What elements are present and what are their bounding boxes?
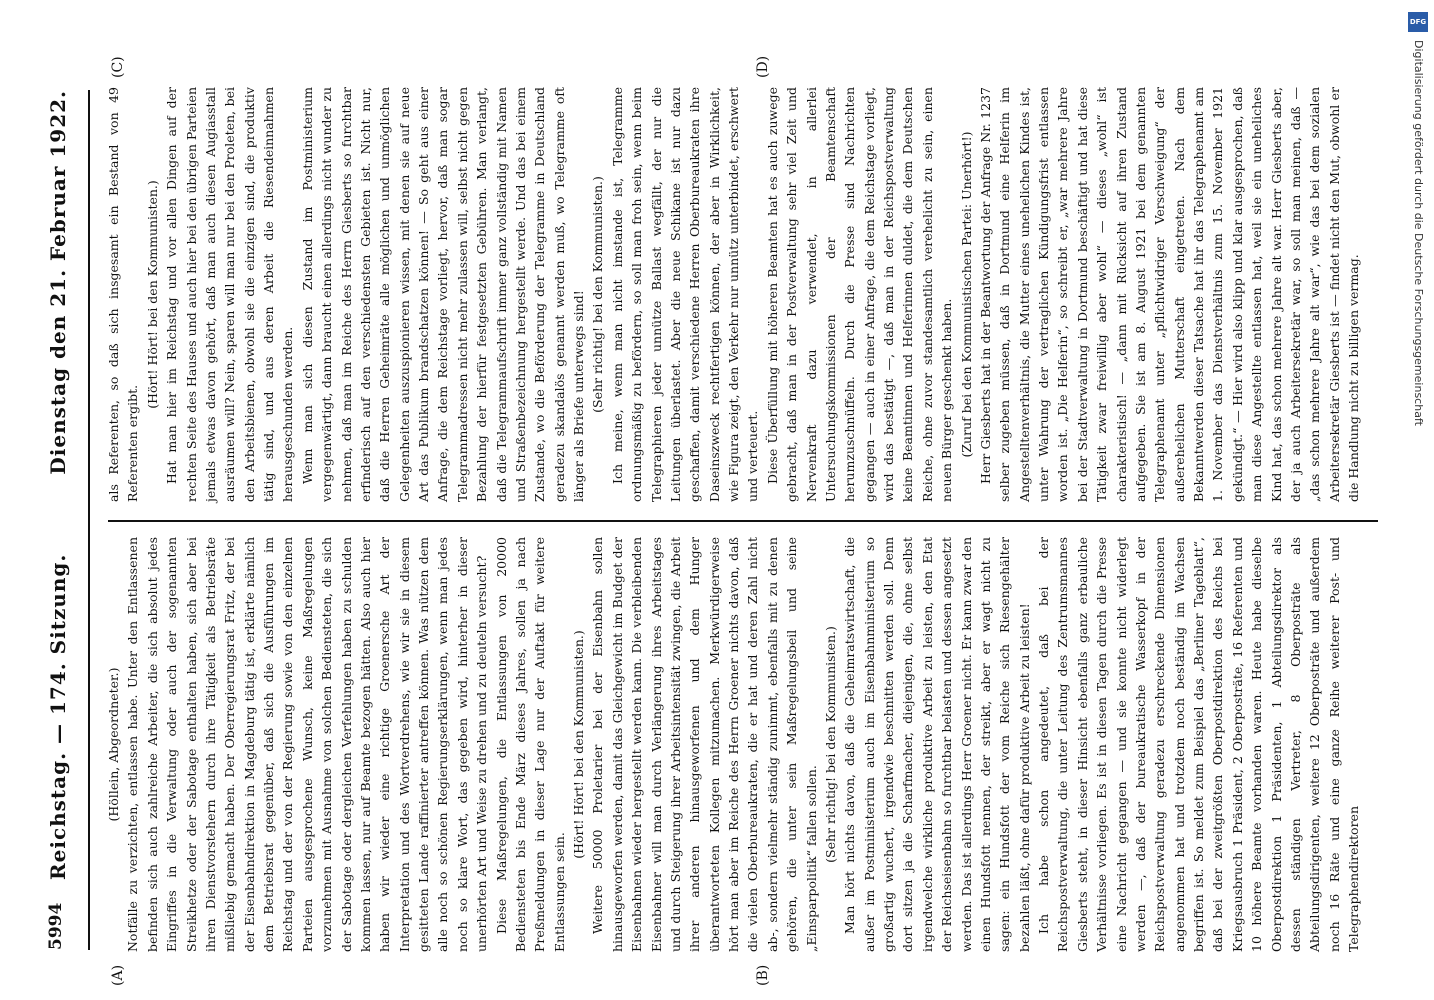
rotated-document-page [20,50,1400,990]
margin-marker-c: (C) [110,56,126,78]
digitization-sidebar [1406,10,1430,990]
interjection: (Hört! Hört! bei den Kommunisten.) [571,630,586,859]
paragraph: als Referenten, so daß sich insgesamt ein Bestand von 49 Referenten ergibt. [106,87,141,502]
paragraph: Ich habe schon angedeutet, daß bei der Reichspostverwaltung, die unter Leitung des Zentrumsmannes Giesberts steht, in dieser Hinsicht ebenfalls ganz erbauliche Verhältnisse vorliegen. Es ist in diesen Tagen durch die Presse eine Nachricht gegangen — und sie konnte nicht widerlegt werden —, daß der bureaukratische Wasserkopf in der Reichspostverwaltung geradezu erschreckende Dimensionen angenommen hat und trotzdem noch beständig im Wachsen begriffen ist. So meldet zum Beispiel das „Berliner Tageblatt“, daß bei der zweitgrößten Oberpostdirektion des Reichs bei Kriegsausbruch 1 Präsident, 2 Oberposträte, 16 Referenten und 10 höhere Beamte vorhanden waren. Heute habe dieselbe Oberpostdirektion 1 Präsidenten, 1 Abteilungsdirektor als dessen ständigen Vertreter, 8 Oberposträte als Abteilungsdirigenten, weitere 12 Oberposträte und außerdem noch 16 Räte und eine ganze Reihe weiterer Post- und Telegraphendirektoren [1036,537,1361,952]
page-header [28,90,90,950]
margin-marker-d: (D) [755,55,771,78]
paragraph: Herr Giesberts hat in der Beantwortung der Anfrage Nr. 1237 selber zugeben müssen, daß in Dortmund eine Helferin im Angestelltenverhältnis, die Mutter eines unehelichen Kindes ist, unter Wahrung der vertraglichen Kündigungsfrist entlassen worden ist. „Die Helferin“, so schreibt er, „war mehrere Jahre bei der Stadtverwaltung in Dortmund beschäftigt und hat diese Tätigkeit zwar freiwillig aber wohl“ — dieses „wohl“ ist charakteristisch! — „dann mit Rücksicht auf ihren Zustand aufgegeben. Sie ist am 8. August 1921 bei dem genannten Telegraphenamt unter „pflichtwidriger Verschweigung“ der außerehelichen Mutterschaft eingetreten. Nach dem Bekanntwerden dieser Tatsache hat ihr das Telegraphenamt am 1. November das Dienstverhältnis zum 15. November 1921 gekündigt.“ — Hier wird also klipp und klar ausgesprochen, daß man diese Angestellte entlassen hat, weil sie ein uneheliches Kind hat, das schon mehrere Jahre alt war. Herr Giesberts aber, der ja auch Arbeitersekretär war, so soll man meinen, daß — „das schon mehrere Jahre alt war“, wie das bei dem sozialen Arbeitersekretär Giesberts ist — findet nicht den Mut, obwohl er die Handlung nicht zu billigen vermag. [977,87,1361,502]
paragraph: Notfälle zu verzichten, entlassen habe. Unter den Entlassenen befinden sich auch zahlreiche Arbeiter, die sich absolut jedes Eingriffes in die Verwaltung oder auch der sogenannten Streikhetze oder der Sabotage enthalten haben, sich aber bei ihren Dienstvorstehern durch ihre Tätigkeit als Betriebsräte mißliebig gemacht haben. Der Oberregierungsrat Fritz, der bei der Eisenbahndirektion in Magdeburg tätig ist, erklärte nämlich dem Betriebsrat gegenüber, daß sich die Ausführungen im Reichstag und der von der Regierung sowie von den einzelnen Parteien ausgesprochene Wunsch, keine Maßregelungen vorzunehmen mit Ausnahme von solchen Bediensteten, die sich der Sabotage oder dergleichen Verfehlungen haben zu schulden kommen lassen, nur auf Beamte bezogen hätten. Also auch hier haben wir wieder eine richtige Groenersche Art der Interpretation und des Wortverdrehens, wie wir sie in diesem gesitteten Lande raffinierter antreffen können. Was nützen dem alle noch so schönen Regierungserklärungen, wenn man jedes noch so klare Wort, das gegeben wird, hinterher in dieser unerhörten Art und Weise zu drehen und zu deuteln versucht? [125,537,490,952]
right-text-column [104,87,1363,502]
speaker-line: (Höllein, Abgeordneter.) [106,667,121,822]
funding-note: Digitalisierung gefördert durch die Deutsche Forschungsgemeinschaft [1412,40,1425,426]
interjection: (Sehr richtig! bei den Kommunisten.) [590,176,606,413]
margin-marker-b: (B) [755,964,771,986]
paragraph: Man hört nichts davon, daß die Geheimratswirtschaft, die außer im Postministerium auch im Eisenbahnministerium so großartig wuchert, irgendwie beschnitten werden soll. Denn dort sitzen ja die Scharfmacher, diejenigen, die, ohne selbst irgendwelche wirkliche produktive Arbeit zu leisten, den Etat der Reichseisenbahn so furchtbar belasten und dessen angesetzt werden. Das ist allerdings Herr Groener nicht. Er kann zwar den einen Hundsfott nennen, der streikt, aber er wagt nicht zu sagen: ein Hundsfott der vom Reiche sich Riesengehälter bezahlen läßt, ohne dafür produktive Arbeit zu leisten! [842,537,1032,952]
header-session-title: Reichstag. — 174. Sitzung. [46,553,70,880]
column-divider [108,521,1378,523]
interjection: (Sehr richtig! bei den Kommunisten.) [822,626,838,863]
left-text-column [104,537,1363,952]
page-number: 5994 [46,902,66,950]
interjection: (Hört! Hört! bei den Kommunisten.) [144,180,160,409]
paragraph: Diese Maßregelungen, die Entlassungen von 20000 Bediensteten bis Ende März dieses Jahres, sollen ja nach Preßmeldungen in dieser Lage nur der Auftakt für weitere Entlassungen sein. [493,537,567,952]
header-date: Dienstag den 21. Februar 1922. [46,90,70,475]
dfg-logo-icon: DFG [1408,12,1428,32]
paragraph: Weitere 50000 Proletarier bei der Eisenbahn sollen hinausgeworfen werden, damit das Gleichgewicht im Budget der Eisenbahnen wieder hergestellt werden kann. Die verbleibenden Eisenbahner will man durch Verlängerung ihres Arbeitstages und durch Steigerung ihrer Arbeitsintensität zwingen, die Arbeit ihrer anderen hinausgeworfenen und dem Hunger überantworteten Kollegen mitzumachen. Merkwürdigerweise hört man aber im Reiche des Herrn Groener nichts davon, daß die vielen Oberbureaukraten, die er hat und deren Zahl nicht ab-, sondern vielmehr ständig zunimmt, ebenfalls mit zu denen gehören, die unter sein Maßregelungsbeil und seine „Einsparpolitik“ fallen sollen. [590,537,819,952]
paragraph: Hat man hier im Reichstag und vor allen Dingen auf der rechten Seite des Hauses und auch hier bei den übrigen Parteien jemals etwas davon gehört, daß man auch diesen Augiasstall ausräumen will? Nein, sparen will man nur bei den Proleten, bei den Arbeitsbienen, obwohl sie die einzigen sind, die produktiv tätig sind, und aus deren Arbeit die Riesendeinnahmen herausgeschunden werden. [164,87,296,502]
paragraph: Wenn man sich diesen Zustand im Postministerium vergegenwärtigt, dann braucht einen allerdings nicht wunder zu nehmen, daß man im Reiche des Herrn Giesberts so furchtbar erfinderisch auf den verschiedensten Gebieten ist. Nicht nur, daß die Herren Geheimräte alle möglichen und unmöglichen Gelegenheiten auszuspionieren wissen, mit denen sie auf neue Art das Publikum brandschatzen können! — So geht aus einer Anfrage, die dem Reichstage vorliegt, hervor, daß man sogar Telegrammadressen nicht mehr zulassen will, selbst nicht gegen Bezahlung der hierfür festgesetzten Gebühren. Man verlangt, daß die Telegrammaufschrift immer ganz vollständig mit Namen und Straßenbezeichnung hergestellt werde. Und das bei einem Zustande, wo die Beförderung der Telegramme in Deutschland geradezu skandalös genannt werden muß, wo Telegramme oft länger als Briefe unterwegs sind! [299,87,586,502]
interjection: (Zuruf bei den Kommunistischen Partei: Unerhört!) [958,131,974,458]
paragraph: Diese Überfüllung mit höheren Beamten hat es auch zuwege gebracht, daß man in der Postverwaltung sehr viel Zeit und Nervenkraft dazu verwendet, in allerlei Untersuchungskommissionen der Beamtenschaft herumzuschnüffeln. Durch die Presse sind Nachrichten gegangen — auch in einer Anfrage, die dem Reichstage vorliegt, wird das bestätigt —, daß man in der Reichspostverwaltung keine Beamtinnen und Helferinnen duldet, die dem Deutschen Reiche, ohne zuvor standesamtlich verehelicht zu sein, einen neuen Bürger geschenkt haben. [764,87,955,502]
paragraph: Ich meine, wenn man nicht imstande ist, Telegramme ordnungsmäßig zu befördern, so soll man froh sein, wenn beim Telegraphieren jeder unnütze Ballast wegfällt, der nur die Leitungen überlastet. Aber die neue Schikane ist nur dazu geschaffen, damit verschiedene Herren Oberbureaukraten ihre Daseinszweck rechtfertigen können, der aber in Wirklichkeit, wie Figura zeigt, den Verkehr nur unnütz unterbindet, erschwert und verteuert. [609,87,761,502]
margin-marker-a: (A) [110,964,126,986]
